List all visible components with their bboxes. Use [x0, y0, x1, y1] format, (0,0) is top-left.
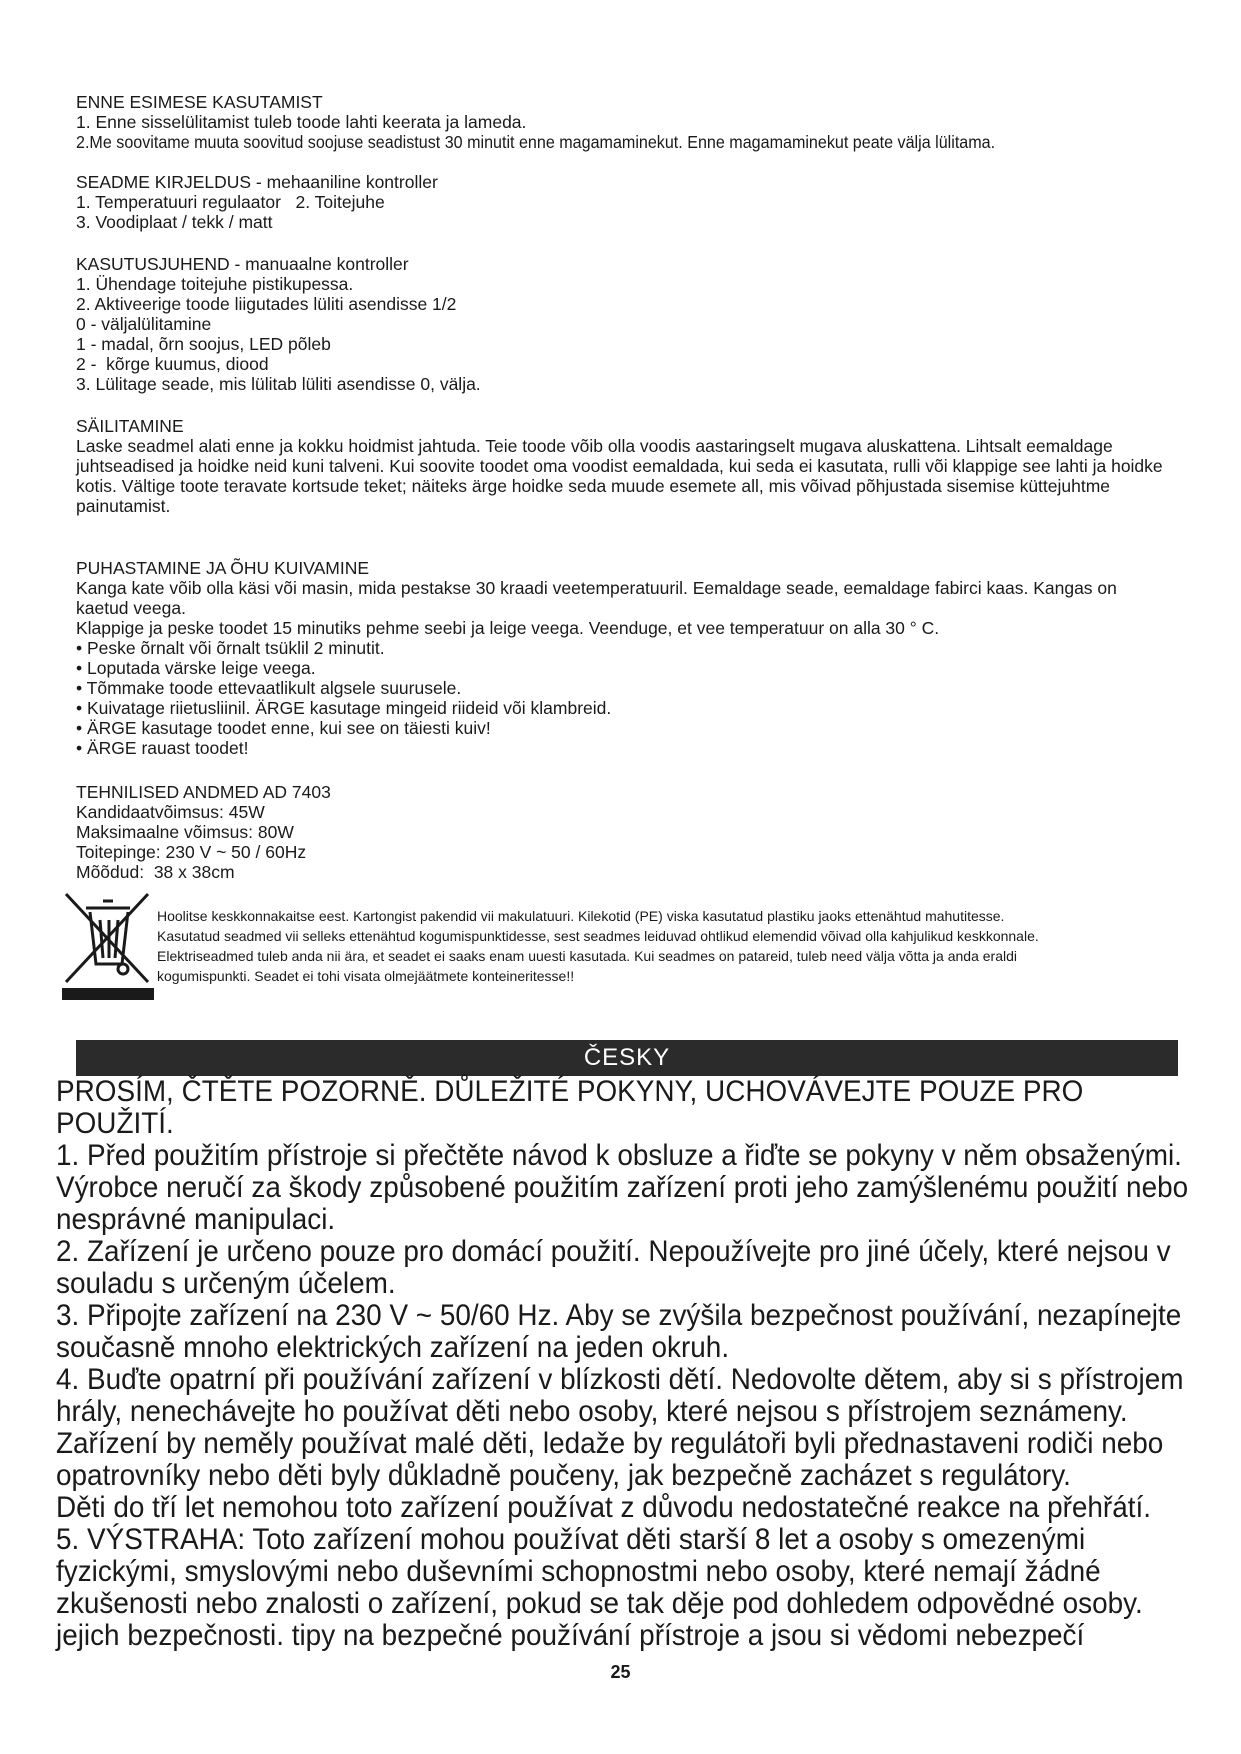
recycling-notice [157, 906, 1177, 986]
text-line: Hoolitse keskkonnakaitse eest. Kartongist pakendid vii makulatuuri. Kilekotid (PE) viska kasutatud plastiku jaoks ettenähtud mahutitesse. [157, 908, 1005, 924]
bullet-item: • ÄRGE kasutage toodet enne, kui see on täiesti kuiv! [76, 718, 491, 738]
czech-line: současně mnoho elektrických zařízení na jeden okruh. [56, 1331, 730, 1364]
section-cleaning [76, 558, 1176, 758]
section-instructions [76, 254, 1176, 394]
bullet-item: • Loputada värske leige veega. [76, 658, 316, 678]
section-heading: SEADME KIRJELDUS - mehaaniline kontroller [76, 172, 438, 192]
paragraph: Kanga kate võib olla käsi või masin, mida pestakse 30 kraadi veetemperatuuril. Eemaldage seade, eemaldage fabirci kaas. Kangas on kaetud veega. [76, 578, 1117, 618]
czech-line: 2. Zařízení je určeno pouze pro domácí použití. Nepoužívejte pro jiné účely, které nejsou v [56, 1235, 1171, 1268]
text-line-content: 2.Me soovitame muuta soovitud soojuse seadistust 30 minutit enne magamaminekut. Enne magamaminekut peate välja lülitama. [76, 132, 996, 152]
text-line: Kasutatud seadmed vii selleks ettenähtud kogumispunktidesse, sest seadmes leiduvad ohtlikud elemendid võivad olla kahjulikud keskkonnale. [157, 928, 1039, 944]
czech-line: 1. Před použitím přístroje si přečtěte návod k obsluze a řiďte se pokyny v něm obsaženými. [56, 1139, 1182, 1172]
text-line: 2. Aktiveerige toode liigutades lüliti asendisse 1/2 [76, 294, 457, 314]
czech-line: 3. Připojte zařízení na 230 V ~ 50/60 Hz. Aby se zvýšila bezpečnost používání, nezapínejte [56, 1299, 1182, 1332]
section-first-use [76, 92, 1176, 152]
section-description [76, 172, 1176, 232]
text-line: Maksimaalne võimsus: 80W [76, 822, 294, 842]
czech-line: zkušenosti nebo znalosti o zařízení, pokud se tak děje pod dohledem odpovědné osoby. [56, 1587, 1143, 1620]
text-line: Elektriseadmed tuleb anda nii ära, et seadet ei saaks enam uuesti kasutada. Kui seadmes on patareid, tuleb need välja võtta ja anda eraldi [157, 948, 1017, 964]
czech-line: 5. VÝSTRAHA: Toto zařízení mohou používat děti starší 8 let a osoby s omezenými [56, 1523, 1086, 1556]
text-line [76, 132, 1176, 152]
section-technical-data [76, 782, 1176, 882]
czech-line: opatrovníky nebo děti byly důkladně poučeny, jak bezpečně zacházet s regulátory. [56, 1459, 1071, 1492]
text-line: 2 - kõrge kuumus, diood [76, 354, 269, 374]
bullet-item: • Peske õrnalt või õrnalt tsüklil 2 minutit. [76, 638, 385, 658]
section-heading: PUHASTAMINE JA ÕHU KUIVAMINE [76, 558, 370, 578]
section-heading: KASUTUSJUHEND - manuaalne kontroller [76, 254, 409, 274]
text-line: Kandidaatvõimsus: 45W [76, 802, 265, 822]
czech-line: jejich bezpečnosti. tipy na bezpečné používání přístroje a jsou si vědomi nebezpečí [56, 1619, 1085, 1652]
text-line: 1. Temperatuuri regulaator 2. Toitejuhe [76, 192, 385, 212]
text-line: 0 - väljalülitamine [76, 314, 212, 334]
section-heading: SÄILITAMINE [76, 416, 184, 436]
text-line: 3. Voodiplaat / tekk / matt [76, 212, 273, 232]
text-line: 3. Lülitage seade, mis lülitab lüliti asendisse 0, välja. [76, 374, 481, 394]
czech-heading-line: PROSÍM, ČTĚTE POZORNĚ. DŮLEŽITÉ POKYNY, UCHOVÁVEJTE POUZE PRO [56, 1075, 1084, 1108]
page-number: 25 [610, 1662, 631, 1682]
language-banner: ČESKY [76, 1040, 1178, 1076]
section-heading: TEHNILISED ANDMED AD 7403 [76, 782, 331, 802]
czech-line: Výrobce neručí za škody způsobené použitím zařízení proti jeho zamýšlenému použití nebo [56, 1171, 1189, 1204]
text-line: 1. Ühendage toitejuhe pistikupessa. [76, 274, 354, 294]
bullet-item: • Kuivatage riietusliinil. ÄRGE kasutage mingeid riideid või klambreid. [76, 698, 612, 718]
text-line: Mõõdud: 38 x 38cm [76, 862, 235, 882]
section-storage [76, 416, 1176, 516]
text-line: kogumispunkti. Seadet ei tohi visata olmejäätmete konteineritesse!! [157, 968, 575, 984]
czech-line: Zařízení by neměly používat malé děti, ledaže by regulátoři byli přednastaveni rodiči nebo [56, 1427, 1164, 1460]
paragraph: Laske seadmel alati enne ja kokku hoidmist jahtuda. Teie toode võib olla voodis aastaringselt mugava aluskattena. Lihtsalt eemaldage juhtseadised ja hoidke neid kuni talveni. Kui soovite toodet oma voodist eemaldada, kui seda ei kasutata, rulli või klappige see lahti ja hoidke kotis. Vältige toote teravate kortsude teket; näiteks ärge hoidke seda muude esemete all, mis võivad põhjustada sisemise küttejuhtme painutamist. [76, 436, 1163, 516]
crossed-bin-icon [60, 886, 156, 1002]
czech-section [56, 1075, 1189, 1652]
text-line: 1 - madal, õrn soojus, LED põleb [76, 334, 331, 354]
text-line: 1. Enne sisselülitamist tuleb toode lahti keerata ja lameda. [76, 112, 527, 132]
czech-heading-line: POUŽITÍ. [56, 1107, 174, 1140]
bullet-item: • Tõmmake toode ettevaatlikult algsele suurusele. [76, 678, 462, 698]
text-line: Klappige ja peske toodet 15 minutiks pehme seebi ja leige veega. Veenduge, et vee temperatuur on alla 30 ° C. [76, 618, 940, 638]
section-heading: ENNE ESIMESE KASUTAMIST [76, 92, 323, 112]
text-line: Toitepinge: 230 V ~ 50 / 60Hz [76, 842, 307, 862]
czech-line: souladu s určeným účelem. [56, 1267, 396, 1300]
czech-line: Děti do tří let nemohou toto zařízení používat z důvodu nedostatečné reakce na přehřátí. [56, 1491, 1151, 1524]
czech-line: hrály, nenechávejte ho používat děti nebo osoby, které nejsou s přístrojem seznámeny. [56, 1395, 1128, 1428]
bullet-item: • ÄRGE rauast toodet! [76, 738, 249, 758]
czech-line: 4. Buďte opatrní při používání zařízení v blízkosti dětí. Nedovolte dětem, aby si s přístrojem [56, 1363, 1184, 1396]
czech-line: fyzickými, smyslovými nebo duševními schopnostmi nebo osoby, které nemají žádné [56, 1555, 1101, 1588]
czech-line: nesprávné manipulaci. [56, 1203, 336, 1236]
